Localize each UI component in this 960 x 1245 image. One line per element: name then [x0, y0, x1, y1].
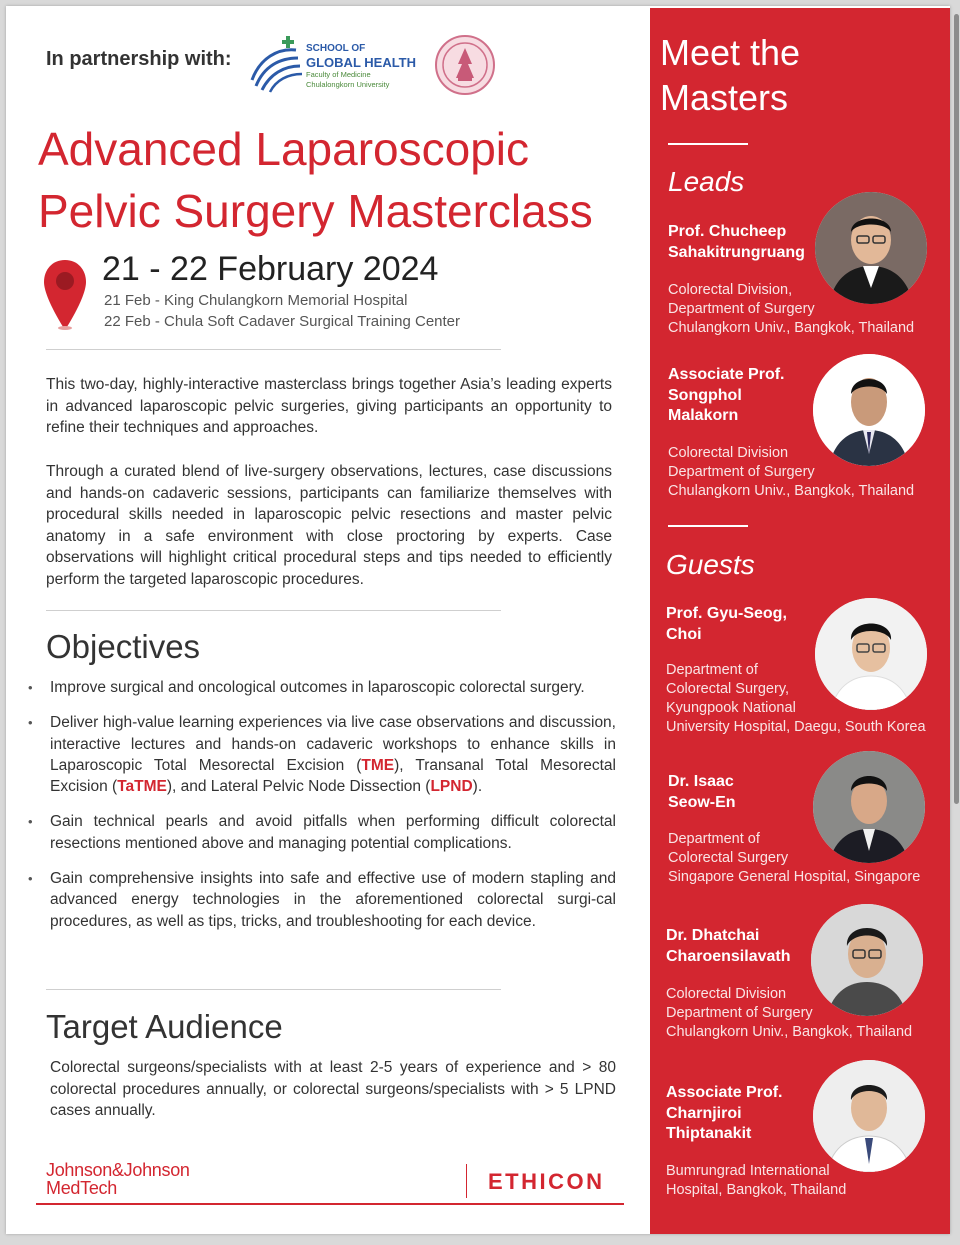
speaker-name-line: Dr. Dhatchai — [666, 927, 760, 944]
speaker-name-line: Choi — [666, 625, 702, 643]
panel-rule — [668, 143, 748, 145]
event-location-2: 22 Feb - Chula Soft Cadaver Surgical Training Center — [104, 313, 461, 330]
divider — [46, 989, 501, 990]
speaker-photo — [813, 1060, 925, 1172]
speaker-name-line: Prof. Chucheep — [668, 223, 787, 240]
objective-text: Gain technical pearls and avoid pitfalls when performing difficult colorectal resections mentioned above and managing potential complications. — [50, 813, 616, 852]
jj-logo-line2: MedTech — [46, 1178, 117, 1198]
affiliation-line: Department of — [668, 831, 760, 847]
divider — [46, 610, 501, 611]
objective-text: ). — [472, 778, 483, 796]
affiliation-line: Kyungpook National — [666, 700, 796, 716]
affiliation-line: Chulangkorn Univ., Bangkok, Thailand — [666, 1024, 913, 1040]
speaker-affiliation — [666, 661, 926, 737]
event-title-line2: Pelvic Surgery Masterclass — [38, 185, 593, 237]
affiliation-line: Chulangkorn Univ., Bangkok, Thailand — [668, 483, 915, 499]
event-title-line1: Advanced Laparoscopic — [38, 123, 529, 175]
intro-paragraph-1: This two-day, highly-interactive masterclass brings together Asia’s leading experts in advanced laparoscopic pelvic surgeries, giving participants an opportunity to refine their techniques and approaches. — [46, 376, 612, 436]
speaker-affiliation — [666, 985, 912, 1042]
speaker-name — [666, 926, 816, 967]
divider — [46, 349, 501, 350]
sgh-line3: Faculty of Medicine — [306, 70, 371, 79]
objective-text: ), Transanal Total Mesorectal Excision ( — [50, 756, 616, 796]
chula-seal-icon — [434, 34, 496, 96]
panel-rule — [668, 525, 748, 527]
partnership-label: In partnership with: — [46, 48, 232, 70]
guests-label: Guests — [666, 549, 755, 580]
meet-the-masters-heading — [660, 30, 800, 120]
speaker-affiliation — [668, 444, 914, 501]
speaker-name — [668, 222, 838, 263]
leads-label: Leads — [668, 166, 745, 197]
speaker-name-line: Dr. Isaac — [668, 773, 734, 790]
speaker-name-line: Songphol — [668, 386, 742, 404]
sgh-line4: Chulalongkorn University — [306, 79, 390, 89]
speaker-affiliation — [666, 1162, 846, 1200]
event-location-1: 21 Feb - King Chulangkorn Memorial Hospital — [104, 292, 408, 309]
objective-item — [24, 712, 616, 797]
objective-text: Deliver high-value learning experiences via live case observations and discussion, interactive lectures and hands-on cadaveric workshops to enhance skills in Laparoscopic Total Mesorectal Excision ( — [50, 714, 616, 774]
objective-text: ), and Lateral Pelvic Node Dissection ( — [166, 778, 431, 796]
footer-separator — [466, 1164, 467, 1198]
event-date: 21 - 22 February 2024 — [102, 250, 439, 288]
tme-highlight: TME — [361, 756, 395, 774]
speaker-affiliation — [668, 830, 920, 887]
affiliation-line: Department of Surgery — [668, 301, 815, 317]
speaker-name-line: Charnjiroi — [666, 1104, 742, 1122]
affiliation-line: Hospital, Bangkok, Thailand — [666, 1182, 847, 1198]
speaker-name — [666, 1083, 816, 1145]
affiliation-line: Colorectal Surgery, — [666, 681, 790, 697]
affiliation-line: Chulangkorn Univ., Bangkok, Thailand — [668, 320, 915, 336]
scrollbar-thumb[interactable] — [954, 14, 959, 804]
scrollbar[interactable] — [954, 0, 960, 1245]
objective-item — [24, 868, 616, 932]
affiliation-line: Department of Surgery — [668, 464, 815, 480]
event-title — [38, 118, 638, 242]
objective-text: Improve surgical and oncological outcomes in laparoscopic colorectal surgery. — [50, 679, 585, 696]
speaker-name — [668, 365, 818, 427]
sgh-line1: SCHOOL OF — [306, 43, 366, 54]
speaker-name-line: Malakorn — [668, 407, 739, 424]
objective-item — [24, 677, 616, 698]
affiliation-line: Department of — [666, 662, 758, 678]
objective-text: Gain comprehensive insights into safe and effective use of modern stapling and advanced energy technologies in the aforementioned colorectal surgi-cal procedures, as well as tips, tricks, and troubleshooting for each device. — [50, 870, 616, 930]
affiliation-line: Bumrungrad International — [666, 1163, 830, 1179]
heading-line1: Meet the — [660, 32, 801, 73]
speaker-name-line: Associate Prof. — [668, 366, 785, 383]
school-of-global-health-logo — [246, 34, 426, 94]
affiliation-line: Colorectal Division, — [668, 282, 793, 298]
objectives-list — [24, 677, 616, 932]
target-audience-text: Colorectal surgeons/specialists with at least 2-5 years of experience and > 80 colorectal procedures annually, or colorectal surgeons/specialists with > 5 LPND cases annually. — [50, 1059, 616, 1119]
portrait-icon — [813, 1060, 925, 1172]
heading-line2: Masters — [660, 77, 789, 118]
ethicon-logo: ETHICON — [488, 1169, 605, 1194]
speaker-name — [666, 604, 816, 645]
affiliation-line: Colorectal Division — [668, 445, 789, 461]
target-audience-title: Target Audience — [46, 1008, 283, 1045]
speaker-name-line: Charoensilavath — [666, 947, 791, 965]
speaker-name — [668, 772, 818, 813]
lpnd-highlight: LPND — [430, 778, 473, 796]
affiliation-line: Colorectal Division — [666, 986, 787, 1002]
sgh-swoosh-icon — [246, 36, 304, 94]
jj-logo-line1: Johnson&Johnson — [46, 1160, 190, 1180]
location-pin-icon — [42, 258, 88, 332]
intro-paragraph-2: Through a curated blend of live-surgery observations, lectures, case discussions and hands-on cadaveric sessions, participants can familiarize themselves with procedural skills needed in laparoscopic pelvic resections and master pelvic anatomy in a safe environment with close proctoring by experts. Case observations will highlight critical procedural steps and tips needed to efficiently perform the targeted laparoscopic procedures. — [46, 463, 612, 588]
objective-item — [24, 811, 616, 854]
speaker-name-line: Seow-En — [668, 793, 736, 811]
affiliation-line: University Hospital, Daegu, South Korea — [666, 719, 926, 735]
affiliation-line: Colorectal Surgery — [668, 850, 789, 866]
speaker-name-line: Associate Prof. — [666, 1084, 783, 1101]
speaker-name-line: Sahakitrungruang — [668, 243, 805, 261]
sgh-line2: GLOBAL HEALTH — [306, 55, 417, 70]
objectives-title: Objectives — [46, 628, 201, 665]
speaker-affiliation — [668, 281, 914, 338]
tatme-highlight: TaTME — [117, 778, 167, 796]
affiliation-line: Department of Surgery — [666, 1005, 813, 1021]
footer-rule — [36, 1203, 624, 1205]
speaker-name-line: Thiptanakit — [666, 1125, 752, 1142]
speaker-name-line: Prof. Gyu-Seog, — [666, 605, 787, 622]
affiliation-line: Singapore General Hospital, Singapore — [668, 869, 921, 885]
johnson-johnson-medtech-logo — [46, 1161, 190, 1197]
